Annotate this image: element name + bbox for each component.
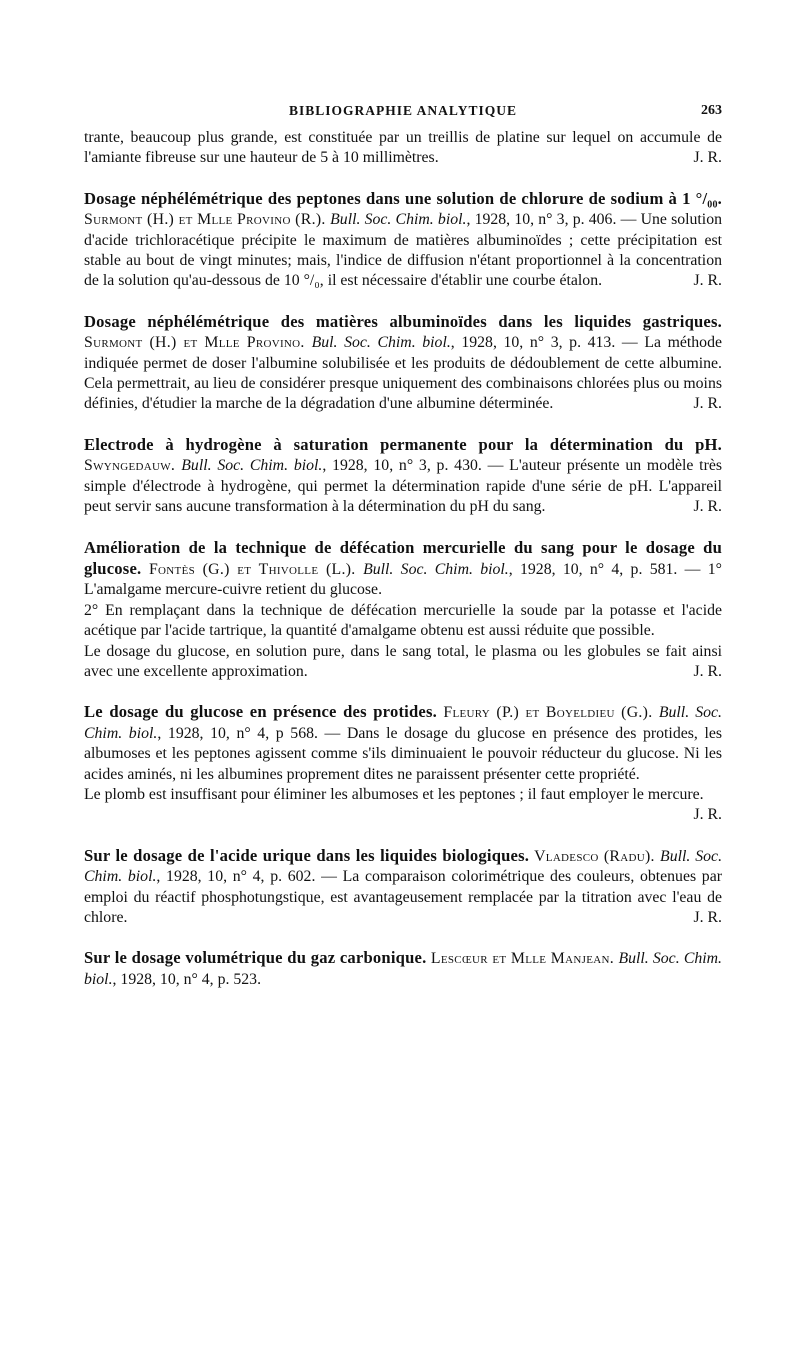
entry-title: Sur le dosage volumétrique du gaz carbonique.: [84, 948, 427, 968]
page-number: 263: [701, 103, 722, 118]
entry-continuation: [84, 128, 722, 169]
entry-authors: Fleury (P.) et Boyeldieu (G.).: [436, 704, 659, 722]
entry-electrode: [84, 435, 722, 518]
entry-title: Sur le dosage de l'acide urique dans les liquides biologiques.: [84, 845, 530, 865]
entry-authors: Swyngedauw.: [84, 457, 182, 475]
entry-reference: , 1928, 10, n° 4, p 568.: [157, 724, 318, 742]
entry-glucose-protides: [84, 702, 722, 825]
running-head: [84, 103, 722, 123]
entry-reference: , 1928, 10, n° 3, p. 430.: [322, 457, 482, 475]
running-title: BIBLIOGRAPHIE ANALYTIQUE: [289, 103, 517, 118]
entry-gaz-carbonique: [84, 948, 722, 990]
entry-reference: , 1928, 10, n° 4, p. 523.: [112, 970, 262, 988]
entry-title: Dosage néphélémétrique des matières albuminoïdes dans les liquides gastriques.: [84, 311, 722, 331]
entry-signature: J. R.: [693, 149, 722, 167]
entry-reference: , 1928, 10, n° 4, p. 581.: [508, 560, 678, 578]
entry-journal: Bull. Soc. Chim. biol.: [330, 211, 467, 229]
entry-paragraph: Le dosage du glucose, en solution pure, dans le sang total, le plasma ou les globules se fait ainsi avec une excellente approximation.: [84, 642, 722, 680]
entry-authors: Surmont (H.) et Mlle Provino.: [84, 334, 312, 352]
entry-title: Electrode à hydrogène à saturation permanente pour la détermination du pH.: [84, 434, 722, 454]
entry-acide-urique: [84, 846, 722, 929]
entry-paragraph: 2° En remplaçant dans la technique de défécation mercurielle la soude par la potasse et l'acide acétique par l'acide tartrique, la quantité d'amalgame obtenu est aussi réduite que possible.: [84, 601, 722, 640]
entry-text: — La méthode indiquée permet de doser l'albumine solubilisée et les produits de dédoublement de cette albumine. Cela permettrait, au lieu de considérer presque uniquement des combinaisons chlorées plus ou moins définies, d'étudier la marche de la dégradation d'une albumine déterminée.: [84, 334, 722, 413]
entry-authors: Vladesco (Radu).: [529, 847, 661, 865]
entry-signature: J. R.: [693, 395, 722, 413]
entry-title: Amélioration de la technique de défécation mercurielle du sang pour le dosage du glucose.: [84, 537, 722, 578]
entry-reference: , 1928, 10, n° 3, p. 413.: [450, 334, 616, 352]
entry-title: Le dosage du glucose en présence des protides.: [84, 702, 437, 722]
entry-peptones: [84, 189, 722, 292]
entry-albuminoides: [84, 312, 722, 415]
entry-signature: J. R.: [693, 806, 722, 824]
page-body: [84, 128, 722, 990]
entry-signature: J. R.: [693, 498, 722, 516]
entry-text: — La comparaison colorimétrique des couleurs, obtenues par emploi du réactif phosphotungstique, est avantageusement remplacée par la titration avec l'eau de chlore.: [84, 868, 722, 926]
entry-text: — L'auteur présente un modèle très simple d'électrode à hydrogène, qui permet la détermination rapide d'une série de pH. L'appareil peut servir sans aucune transformation à la détermination du pH du sang.: [84, 457, 722, 516]
entry-journal: Bull. Soc. Chim. biol.: [84, 704, 722, 742]
entry-journal: Bull. Soc. Chim. biol.: [84, 950, 723, 988]
entry-text: — Une solution d'acide trichloracétique précipite le maximum de matières albuminoïdes ; cette précipitation est stable au bout de vingt minutes; mais, l'indice de diffusion n'étant proportionnel à la concentration de la solution qu'au-dessous de 10 °/₀, il est nécessaire d'établir une courbe étalon.: [84, 211, 722, 290]
entry-reference: , 1928, 10, n° 4, p. 602.: [156, 868, 316, 886]
entry-journal: Bull. Soc. Chim. biol.: [363, 560, 509, 578]
entry-signature: J. R.: [693, 272, 722, 290]
entry-signature: J. R.: [693, 909, 722, 926]
entry-text: — 1° L'amalgame mercure-cuivre retient du glucose.: [84, 560, 722, 599]
entry-text: — Dans le dosage du glucose en présence des protides, les albumoses et les peptones agissent comme s'ils diminuaient le pouvoir réducteur du glucose. Ni les acides aminés, ni les albumines proprement dites ne paraissent présenter cette propriété.: [84, 724, 722, 783]
entry-title: Dosage néphélémétrique des peptones dans une solution de chlorure de sodium à 1 °/₀₀.: [84, 188, 722, 208]
entry-authors: Surmont (H.) et Mlle Provino (R.).: [84, 211, 331, 229]
entry-journal: Bull. Soc. Chim. biol.: [84, 847, 723, 886]
entry-reference: , 1928, 10, n° 3, p. 406.: [466, 211, 617, 229]
entry-signature: J. R.: [693, 662, 722, 680]
entry-journal: Bul. Soc. Chim. biol.: [311, 334, 451, 352]
entry-authors: Lescœur et Mlle Manjean.: [426, 950, 619, 968]
entry-paragraph: Le plomb est insuffisant pour éliminer les albumoses et les peptones ; il faut employer le mercure.: [84, 785, 704, 803]
entry-text: trante, beaucoup plus grande, est constituée par un treillis de platine sur lequel on accumule de l'amiante fibreuse sur une hauteur de 5 à 10 millimètres.: [84, 129, 722, 167]
entry-defecation: [84, 538, 722, 683]
entry-authors: Fontès (G.) et Thivolle (L.).: [141, 560, 364, 578]
entry-journal: Bull. Soc. Chim. biol.: [181, 457, 323, 475]
